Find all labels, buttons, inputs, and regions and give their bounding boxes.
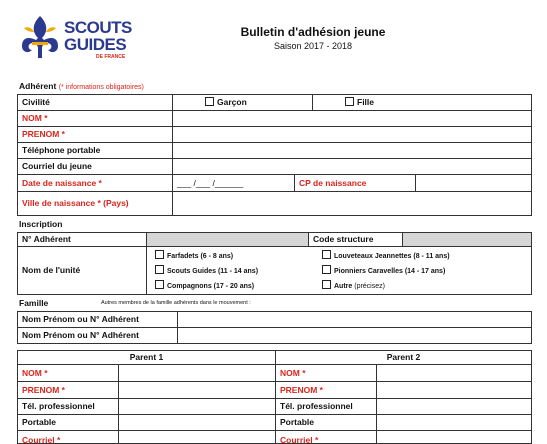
p1-field-portable[interactable] (118, 414, 276, 431)
p2-field-prenom[interactable] (376, 381, 532, 399)
p2-label-nom: NOM * (275, 364, 377, 382)
season-label: Saison 2017 - 2018 (273, 41, 353, 51)
checkbox-compagnons[interactable] (155, 280, 164, 289)
label-garcon: Garçon (217, 97, 247, 107)
label-telephone: Téléphone portable (17, 142, 173, 159)
p2-field-tel-pro[interactable] (376, 398, 532, 415)
field-courriel[interactable] (172, 158, 532, 175)
label-code-structure: Code structure (308, 232, 403, 247)
label-ville-naissance: Ville de naissance * (Pays) (17, 191, 173, 216)
label-civilite: Civilité (17, 94, 173, 111)
civilite-garcon[interactable] (172, 94, 313, 111)
field-date-naissance[interactable]: ___ /___ /______ (172, 174, 295, 192)
checkbox-garcon[interactable] (205, 97, 214, 106)
option-autre-note: (précisez) (354, 283, 385, 290)
parent1-header: Parent 1 (17, 350, 276, 365)
checkbox-autre[interactable] (322, 280, 331, 289)
option-farfadets[interactable] (155, 250, 233, 262)
section-adherent-title: Adhérent (19, 81, 57, 91)
p1-label-nom: NOM * (17, 364, 119, 382)
option-pionniers[interactable] (322, 265, 445, 277)
option-louveteaux-label: Louveteaux Jeannettes (8 - 11 ans) (334, 253, 450, 260)
form-title: Bulletin d'adhésion jeune (240, 25, 386, 39)
option-compagnons-label: Compagnons (17 - 20 ans) (167, 283, 255, 290)
p2-label-tel-pro: Tél. professionnel (275, 398, 377, 415)
label-num-adherent: N° Adhérent (17, 232, 147, 247)
logo-text-scouts: SCOUTS (64, 18, 132, 37)
field-nom[interactable] (172, 110, 532, 127)
section-inscription: Inscription (19, 219, 63, 229)
label-famille-1: Nom Prénom ou N° Adhérent (17, 311, 178, 328)
option-autre[interactable] (322, 280, 385, 292)
option-autre-label: Autre (334, 283, 353, 290)
checkbox-farfadets[interactable] (155, 250, 164, 259)
section-adherent (19, 81, 144, 91)
p1-field-tel-pro[interactable] (118, 398, 276, 415)
label-fille: Fille (357, 97, 375, 107)
p2-field-nom[interactable] (376, 364, 532, 382)
field-ville-naissance[interactable] (172, 191, 532, 216)
label-nom-unite: Nom de l'unité (17, 246, 147, 295)
label-nom: NOM * (17, 110, 173, 127)
field-famille-1[interactable] (177, 311, 532, 328)
civilite-fille[interactable] (312, 94, 532, 111)
checkbox-louveteaux[interactable] (322, 250, 331, 259)
p1-label-prenom: PRENOM * (17, 381, 119, 399)
field-telephone[interactable] (172, 142, 532, 159)
p1-field-nom[interactable] (118, 364, 276, 382)
logo-text-guides: GUIDES (64, 35, 127, 54)
label-date-naissance: Date de naissance * (17, 174, 173, 192)
option-louveteaux[interactable] (322, 250, 450, 262)
fleur-de-lis-icon (18, 14, 62, 62)
checkbox-fille[interactable] (345, 97, 354, 106)
p1-field-courriel[interactable] (118, 430, 276, 444)
p1-label-portable: Portable (17, 414, 119, 431)
p2-field-portable[interactable] (376, 414, 532, 431)
label-courriel: Courriel du jeune (17, 158, 173, 175)
option-farfadets-label: Farfadets (6 - 8 ans) (167, 253, 234, 260)
checkbox-scouts-guides[interactable] (155, 265, 164, 274)
label-prenom: PRENOM * (17, 126, 173, 143)
famille-note: Autres membres de la famille adhérents dans le mouvement : (101, 300, 251, 306)
checkbox-pionniers[interactable] (322, 265, 331, 274)
field-num-adherent[interactable] (146, 232, 309, 247)
p2-label-prenom: PRENOM * (275, 381, 377, 399)
p2-label-portable: Portable (275, 414, 377, 431)
p1-field-prenom[interactable] (118, 381, 276, 399)
logo-text-france: DE FRANCE (96, 54, 126, 60)
field-famille-2[interactable] (177, 327, 532, 344)
option-scouts-guides[interactable] (155, 265, 258, 277)
p1-label-tel-pro: Tél. professionnel (17, 398, 119, 415)
label-famille-2: Nom Prénom ou N° Adhérent (17, 327, 178, 344)
p2-label-courriel: Courriel * (275, 430, 377, 444)
section-famille: Famille (19, 298, 49, 308)
p1-label-courriel: Courriel * (17, 430, 119, 444)
option-pionniers-label: Pionniers Caravelles (14 - 17 ans) (334, 268, 446, 275)
mandatory-note: (* informations obligatoires) (58, 84, 144, 91)
logo (18, 14, 136, 64)
field-prenom[interactable] (172, 126, 532, 143)
p2-field-courriel[interactable] (376, 430, 532, 444)
label-cp-naissance: CP de naissance (294, 174, 416, 192)
parent2-header: Parent 2 (275, 350, 532, 365)
field-code-structure[interactable] (402, 232, 532, 247)
option-scouts-guides-label: Scouts Guides (11 - 14 ans) (167, 268, 259, 275)
field-cp-naissance[interactable] (415, 174, 532, 192)
option-compagnons[interactable] (155, 280, 254, 292)
